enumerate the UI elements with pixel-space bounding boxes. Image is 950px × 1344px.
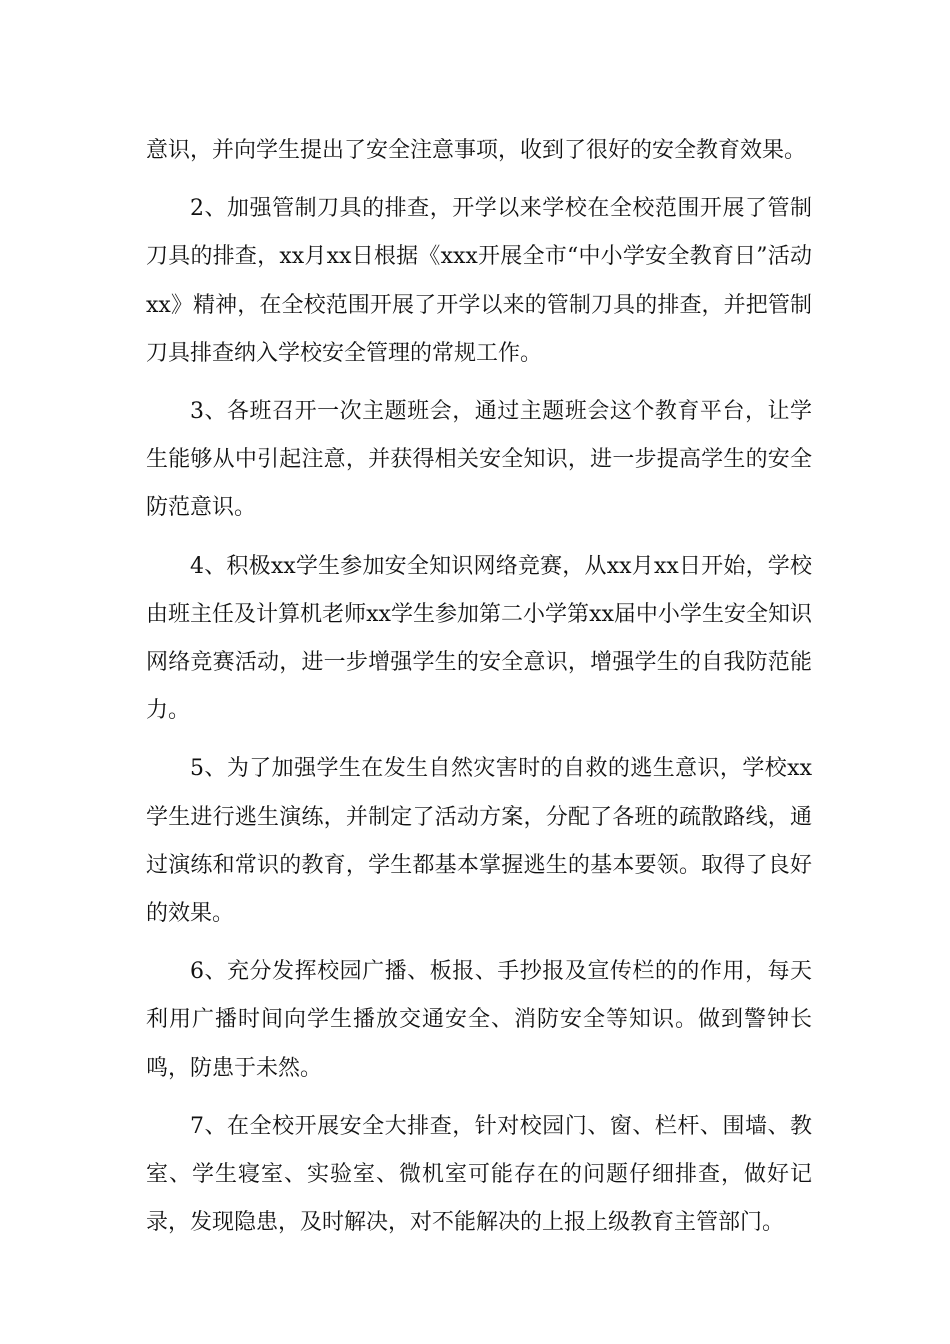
- paragraph-item-4: 4、积极xx学生参加安全知识网络竞赛，从xx月xx日开始，学校由班主任及计算机老师xx学生参加第二小学第xx届中小学生安全知识网络竞赛活动，进一步增强学生的安全意识，增强学生的自我防范能力。: [146, 553, 812, 724]
- paragraph-item-5: 5、为了加强学生在发生自然灾害时的自救的逃生意识，学校xx学生进行逃生演练，并制定了活动方案，分配了各班的疏散路线，通过演练和常识的教育，学生都基本掌握逃生的基本要领。取得了良好的效果。: [146, 756, 812, 927]
- paragraph-item-7: 7、在全校开展安全大排查，针对校园门、窗、栏杆、围墙、教室、学生寝室、实验室、微机室可能存在的问题仔细排查，做好记录，发现隐患，及时解决，对不能解决的上报上级教育主管部门。: [146, 1113, 812, 1236]
- paragraph-item-2: 2、加强管制刀具的排查，开学以来学校在全校范围开展了管制刀具的排查，xx月xx日根据《xxx开展全市“中小学安全教育日”活动xx》精神，在全校范围开展了开学以来的管制刀具的排查，并把管制刀具排查纳入学校安全管理的常规工作。: [146, 196, 812, 366]
- paragraph-continuation: 意识，并向学生提出了安全注意事项，收到了很好的安全教育效果。: [146, 138, 807, 163]
- document-body: [146, 127, 812, 1257]
- paragraph-item-6: 6、充分发挥校园广播、板报、手抄报及宣传栏的的作用，每天利用广播时间向学生播放交通安全、消防安全等知识。做到警钟长鸣，防患于未然。: [146, 959, 812, 1081]
- paragraph-item-3: 3、各班召开一次主题班会，通过主题班会这个教育平台，让学生能够从中引起注意，并获得相关安全知识，进一步提高学生的安全防范意识。: [146, 399, 812, 521]
